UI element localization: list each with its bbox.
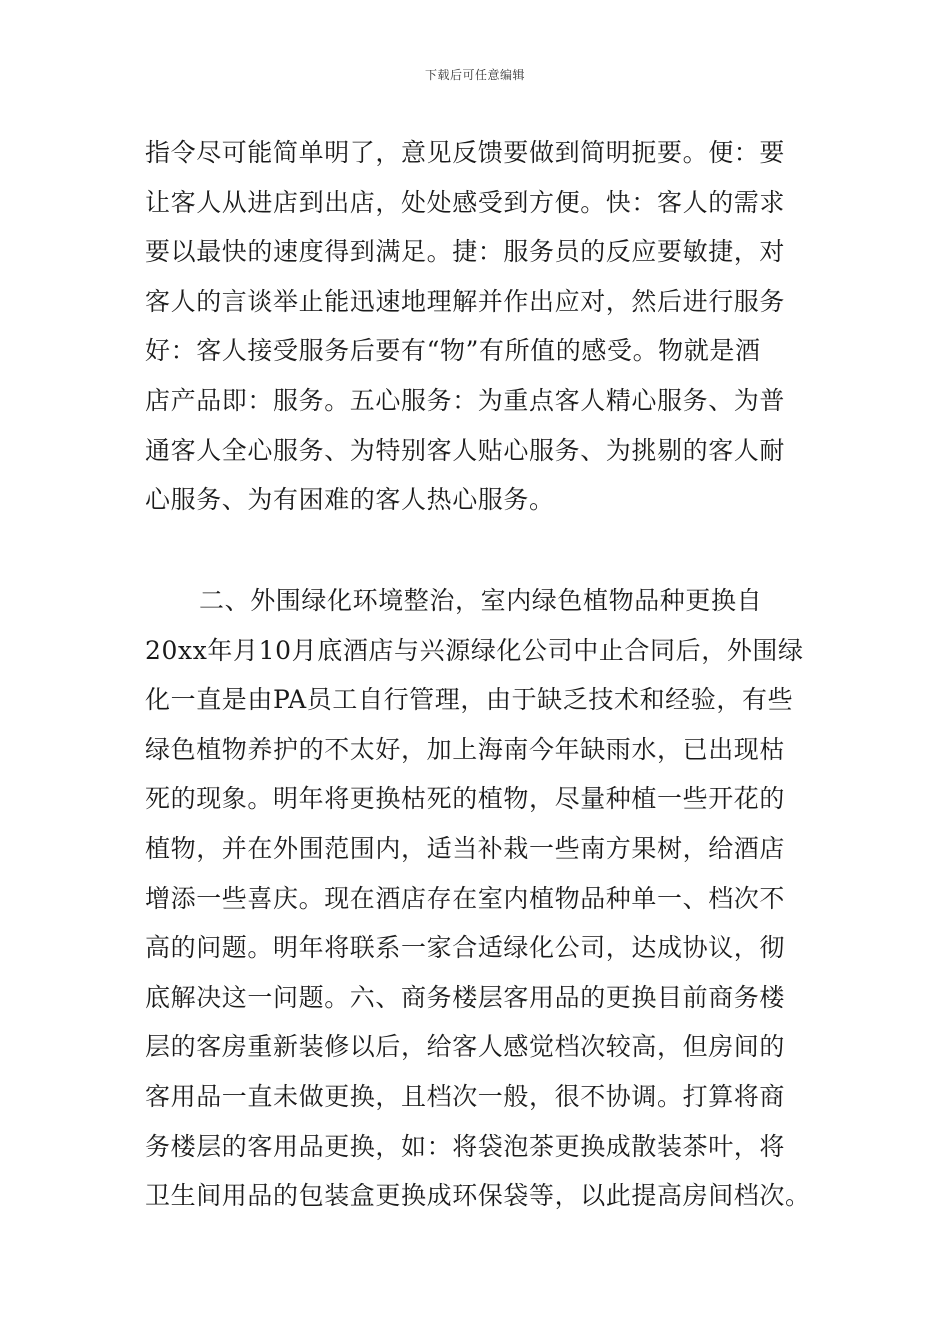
text-line: 心服务、为有困难的客人热心服务。: [145, 485, 555, 515]
text-line: 底解决这一问题。六、商务楼层客用品的更换目前商务楼: [145, 982, 786, 1012]
text-line: 绿色植物养护的不太好，加上海南今年缺雨水，已出现枯: [145, 734, 786, 764]
page-header: 下载后可任意编辑: [424, 68, 525, 82]
text-line: 好：客人接受服务后要有“物”有所值的感受。物就是酒: [145, 336, 761, 366]
text-line: 客用品一直未做更换，且档次一般，很不协调。打算将商: [145, 1081, 786, 1111]
text-line: 高的问题。明年将联系一家合适绿化公司，达成协议，彻: [145, 933, 786, 963]
text-line: 客人的言谈举止能迅速地理解并作出应对，然后进行服务: [145, 286, 786, 316]
text-line: 20xx年月10月底酒店与兴源绿化公司中止合同后，外围绿: [145, 635, 804, 665]
text-line: 二、外围绿化环境整治，室内绿色植物品种更换自: [199, 586, 763, 615]
text-line: 让客人从进店到出店，处处感受到方便。快：客人的需求: [145, 187, 786, 217]
text-line: 要以最快的速度得到满足。捷：服务员的反应要敏捷，对: [145, 237, 786, 267]
text-line: 指令尽可能简单明了，意见反馈要做到简明扼要。便：要: [145, 138, 786, 167]
text-line: 死的现象。明年将更换枯死的植物，尽量种植一些开花的: [145, 784, 786, 814]
text-line: 植物，并在外围范围内，适当补栽一些南方果树，给酒店: [145, 833, 786, 863]
text-line: 通客人全心服务、为特别客人贴心服务、为挑剔的客人耐: [145, 435, 786, 465]
paragraph-service: [145, 128, 810, 525]
text-line: 店产品即：服务。五心服务：为重点客人精心服务、为普: [145, 385, 786, 415]
text-line: 层的客房重新装修以后，给客人感觉档次较高，但房间的: [145, 1032, 786, 1062]
text-line: 卫生间用品的包装盒更换成环保袋等，以此提高房间档次。: [145, 1181, 811, 1211]
text-line: 化一直是由PA员工自行管理，由于缺乏技术和经验，有些: [145, 685, 794, 715]
paragraph-greening: [145, 576, 810, 1221]
text-line: 增添一些喜庆。现在酒店存在室内植物品种单一、档次不: [145, 883, 786, 913]
text-line: 务楼层的客用品更换，如：将袋泡茶更换成散装茶叶，将: [145, 1131, 786, 1161]
